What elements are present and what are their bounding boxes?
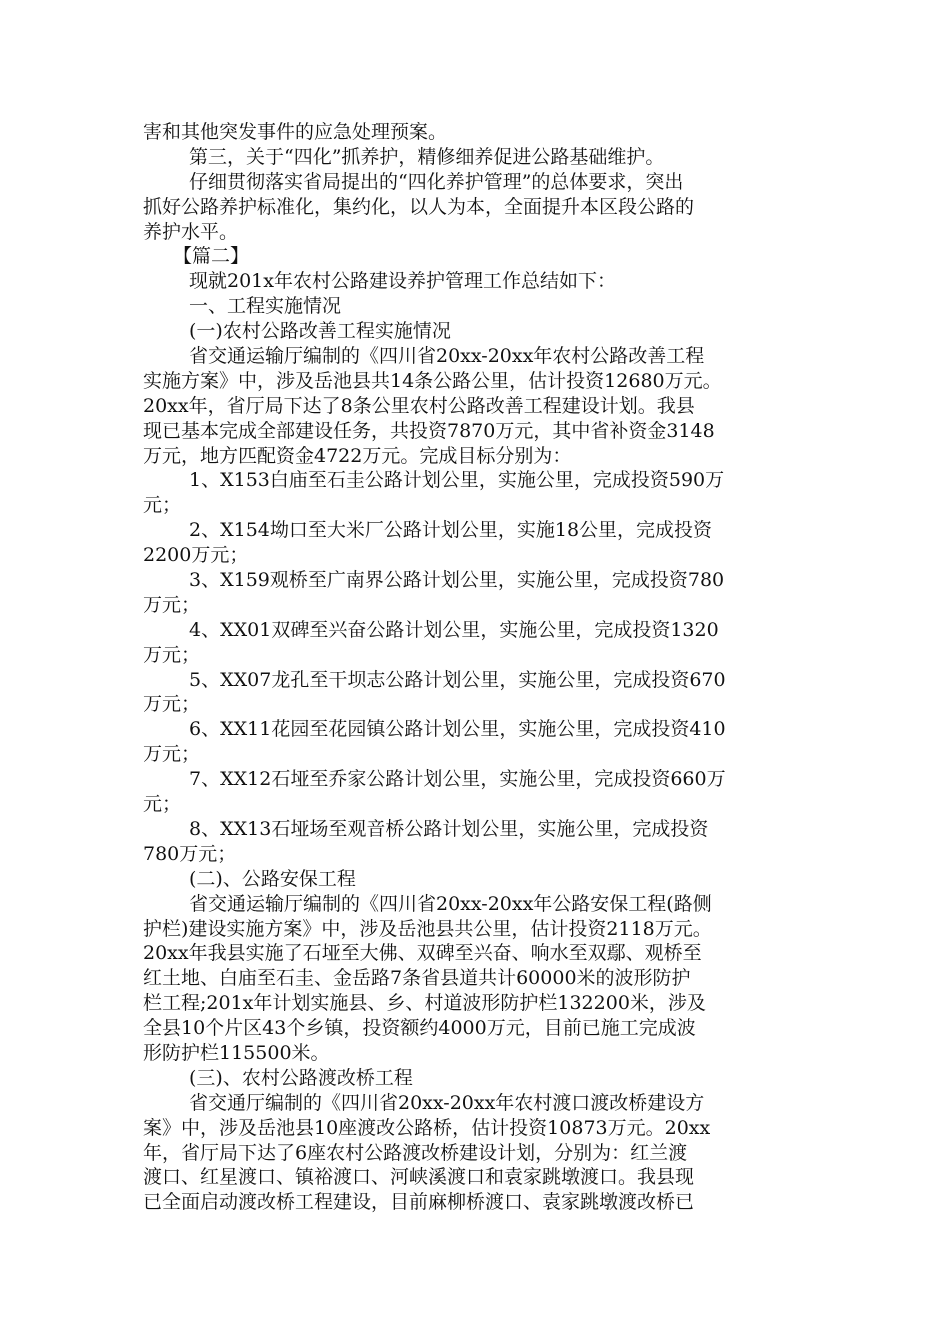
text-line: 全县10个片区43个乡镇，投资额约4000万元，目前已施工完成波 xyxy=(143,1017,696,1040)
text-line: 现就201x年农村公路建设养护管理工作总结如下： xyxy=(189,270,616,293)
text-line: 养护水平。 xyxy=(143,220,239,243)
text-line: 7、XX12石垭至乔家公路计划公里，实施公里，完成投资660万 xyxy=(189,768,726,791)
text-line: 6、XX11花园至花园镇公路计划公里，实施公里，完成投资410 xyxy=(189,718,726,741)
text-line: 形防护栏115500米。 xyxy=(143,1041,330,1064)
text-line: 现已基本完成全部建设任务，共投资7870万元，其中省补资金3148 xyxy=(143,419,715,442)
text-line: 渡口、红星渡口、镇裕渡口、河峡溪渡口和袁家跳墩渡口。我县现 xyxy=(143,1166,695,1189)
text-line: 万元； xyxy=(143,693,201,716)
text-line: 5、XX07龙孔至干坝志公路计划公里，实施公里，完成投资670 xyxy=(189,668,726,691)
text-line: 4、XX01双碑至兴奋公路计划公里，实施公里，完成投资1320 xyxy=(189,618,719,641)
text-line: 2、X154坳口至大米厂公路计划公里，实施18公里，完成投资 xyxy=(189,519,713,542)
text-line: 年，省厅局下达了6座农村公路渡改桥建设计划，分别为：红兰渡 xyxy=(143,1141,688,1164)
text-line: 省交通运输厅编制的《四川省20xx-20xx年农村公路改善工程 xyxy=(189,345,705,368)
text-line: (三)、农村公路渡改桥工程 xyxy=(189,1066,413,1089)
text-line: 元； xyxy=(143,494,182,517)
text-line: 780万元； xyxy=(143,842,237,865)
text-line: 实施方案》中，涉及岳池县共14条公路公里，估计投资12680万元。 xyxy=(143,369,722,392)
text-line: 万元； xyxy=(143,743,201,766)
text-line: 护栏)建设实施方案》中，涉及岳池县共公里，估计投资2118万元。 xyxy=(143,917,712,940)
text-line: 元； xyxy=(143,793,182,816)
text-line: 省交通运输厅编制的《四川省20xx-20xx年公路安保工程(路侧 xyxy=(189,892,712,915)
text-line: 红土地、白庙至石圭、金岳路7条省县道共计60000米的波形防护 xyxy=(143,967,691,990)
text-line: 【篇二】 xyxy=(173,245,250,268)
text-line: 已全面启动渡改桥工程建设，目前麻柳桥渡口、袁家跳墩渡改桥已 xyxy=(143,1191,695,1214)
text-line: 1、X153白庙至石圭公路计划公里，实施公里，完成投资590万 xyxy=(189,469,725,492)
text-line: 20xx年，省厅局下达了8条公里农村公路改善工程建设计划。我县 xyxy=(143,394,695,417)
text-line: 案》中，涉及岳池县10座渡改公路桥，估计投资10873万元。20xx xyxy=(143,1116,711,1139)
text-line: 栏工程;201x年计划实施县、乡、村道波形防护栏132200米，涉及 xyxy=(143,992,706,1015)
text-line: 一、工程实施情况 xyxy=(189,295,342,318)
text-line: 仔细贯彻落实省局提出的“四化养护管理”的总体要求，突出 xyxy=(189,170,684,193)
text-line: 万元； xyxy=(143,593,201,616)
text-line: 20xx年我县实施了石垭至大佛、双碑至兴奋、响水至双鄢、观桥至 xyxy=(143,942,702,965)
text-line: 2200万元； xyxy=(143,544,249,567)
text-line: 3、X159观桥至广南界公路计划公里，实施公里，完成投资780 xyxy=(189,569,725,592)
document-body xyxy=(143,120,823,1215)
text-line: 害和其他突发事件的应急处理预案。 xyxy=(143,121,448,143)
text-line: 省交通厅编制的《四川省20xx-20xx年农村渡口渡改桥建设方 xyxy=(189,1091,705,1114)
text-line: 万元； xyxy=(143,643,201,666)
text-line: 第三，关于“四化”抓养护，精修细养促进公路基础维护。 xyxy=(189,145,665,168)
text-line: 抓好公路养护标准化，集约化，以人为本，全面提升本区段公路的 xyxy=(143,195,695,218)
text-line: 万元，地方匹配资金4722万元。完成目标分别为： xyxy=(143,444,572,467)
text-line: 8、XX13石垭场至观音桥公路计划公里，实施公里，完成投资 xyxy=(189,817,709,840)
text-line: (二)、公路安保工程 xyxy=(189,867,356,890)
text-line: (一)农村公路改善工程实施情况 xyxy=(189,320,451,343)
